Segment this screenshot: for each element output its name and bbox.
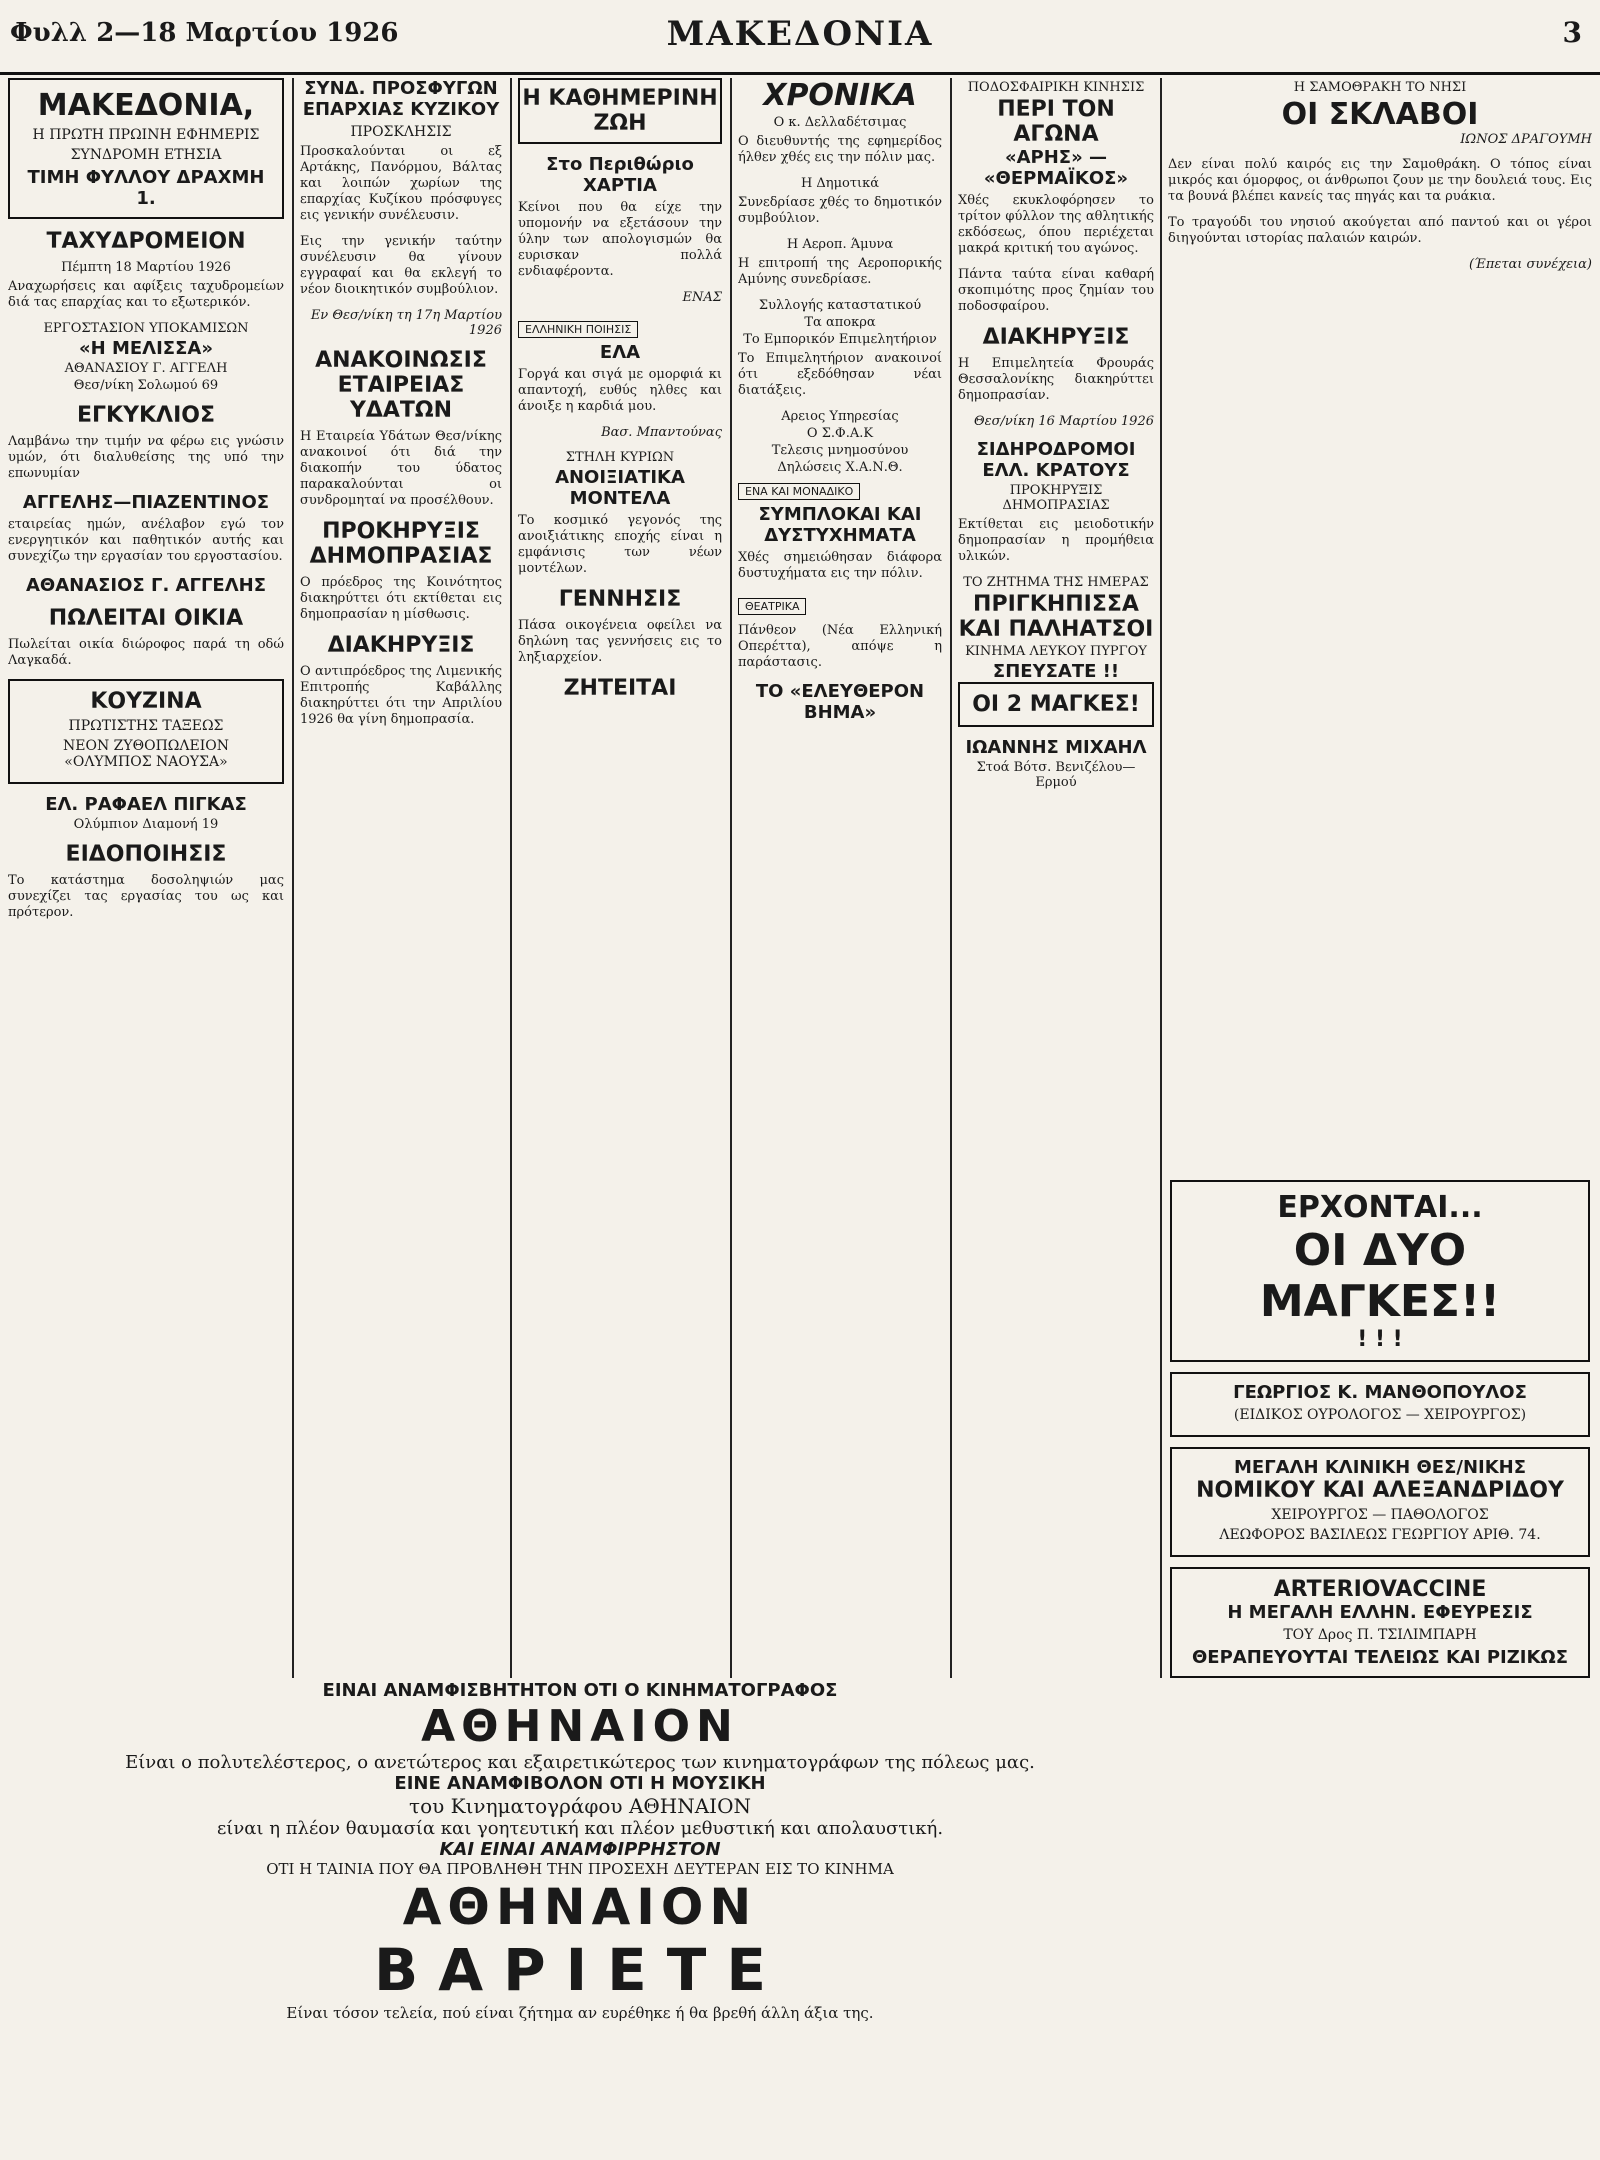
body-text: Ο αντιπρόεδρος της Λιμενικής Επιτροπής Καβάλλης διακηρύττει ότι την Απριλίου 1926 θα γίνη δημοπρασία. <box>300 664 502 727</box>
column-4 <box>738 78 942 1678</box>
clinic-names: ΝΟΜΙΚΟΥ ΚΑΙ ΑΛΕΞΑΝΔΡΙΔΟΥ <box>1196 1478 1564 1503</box>
poet: Βασ. Μπαντούνας <box>601 425 722 440</box>
circular-heading: ΕΓΚΥΚΛΙΟΣ <box>76 403 215 428</box>
issue-date: Φυλλ 2—18 Μαρτίου 1926 <box>10 18 399 48</box>
page-header <box>0 0 1600 75</box>
chronicle-item: Συλλογής καταστατικού <box>758 298 922 313</box>
signature: ΕΝΑΣ <box>682 290 722 305</box>
declaration-heading: ΔΙΑΚΗΡΥΞΙΣ <box>327 633 475 658</box>
issue-price: ΤΙΜΗ ΦΥΛΛΟΥ ΔΡΑΧΜΗ 1. <box>27 167 265 209</box>
sale-heading: ΠΩΛΕΙΤΑΙ ΟΙΚΙΑ <box>48 606 244 631</box>
body-text: Χθές εκυκλοφόρησεν το τρίτον φύλλον της αθλητικής εκδόσεως, όπου περιέχεται μακρά κριτική του αγώνος. <box>958 193 1154 256</box>
column-1 <box>8 78 284 1678</box>
kitchen-ad <box>8 679 284 784</box>
chronicle-item: Ο Σ.Φ.Α.Κ <box>806 426 874 441</box>
coming-line: ΕΡΧΟΝΤΑΙ... <box>1277 1190 1483 1225</box>
chronicle-item: Η Δημοτικά <box>800 176 880 191</box>
masthead: ΜΑΚΕΔΟΝΙΑ <box>666 14 934 54</box>
chronicle-item: Τα αποκρα <box>804 315 876 330</box>
cinema-name: ΑΘΗΝΑΙΟΝ <box>402 1878 758 1936</box>
ad-line: Είναι τόσον τελεία, πού είναι ζήτημα αν ευρέθηκε ή θα βρεθή άλλη άξια της. <box>286 2004 874 2022</box>
theatre-tag: ΘΕΑΤΡΙΚΑ <box>738 598 806 615</box>
body-text: Το κοσμικό γεγονός της ανοιξιάτικης εποχής είναι η εμφάνισις των νέων μοντέλων. <box>518 513 722 576</box>
body-text: Αναχωρήσεις και αφίξεις ταχυδρομείων διά τας επαρχίας και το εξωτερικόν. <box>8 279 284 310</box>
chronicle-item: Η Αεροπ. Άμυνα <box>786 237 894 252</box>
kitchen-place: ΝΕΟΝ ΖΥΘΟΠΩΛΕΙΟΝ «ΟΛΥΜΠΟΣ ΝΑΟΥΣΑ» <box>63 738 229 770</box>
clinic-heading: ΜΕΓΑΛΗ ΚΛΙΝΙΚΗ ΘΕΣ/ΝΙΚΗΣ <box>1233 1457 1527 1478</box>
serial-title: ΟΙ ΣΚΛΑΒΟΙ <box>1281 97 1479 132</box>
poetry-tag: ΕΛΛΗΝΙΚΗ ΠΟΙΗΣΙΣ <box>518 321 638 338</box>
body-text: εταιρείας ημών, ανέλαβον εγώ τον ενεργητικόν και παθητικόν αυτής και συνεχίζω την εργασίαν του εργοστασίου. <box>8 517 284 564</box>
ad-line: ΟΤΙ Η ΤΑΙΝΙΑ ΠΟΥ ΘΑ ΠΡΟΒΛΗΘΗ ΤΗΝ ΠΡΟΣΕΧΗ ΔΕΥΤΕΡΑΝ ΕΙΣ ΤΟ ΚΙΝΗΜΑ <box>266 1860 894 1878</box>
ad-line: είναι η πλέον θαυμασία και γοητευτική και πλέον μεθυστική και απολαυστική. <box>216 1818 944 1839</box>
two-line: ΟΙ ΔΥΟ ΜΑΓΚΕΣ!! <box>1259 1225 1501 1327</box>
body-text: Πάνθεον (Νέα Ελληνική Οπερέττα), απόψε η παράστασις. <box>738 623 942 670</box>
subscription-label: ΣΥΝΔΡΟΜΗ ΕΤΗΣΙΑ <box>70 147 222 163</box>
notices-heading: ΕΙΔΟΠΟΙΗΣΙΣ <box>65 842 227 867</box>
movie-ad <box>1170 1180 1590 1362</box>
column-rule <box>950 78 952 1678</box>
pigkas-name: ΕΛ. ΡΑΦΑΕΛ ΠΙΓΚΑΣ <box>45 794 247 815</box>
vaccine-ad <box>1170 1567 1590 1678</box>
ad-line: ΚΑΙ ΕΙΝΑΙ ΑΝΑΜΦΙΡΡΗΣΤΟΝ <box>439 1839 721 1860</box>
hurry-line: ΣΠΕΥΣΑΤΕ !! <box>992 661 1120 682</box>
body-text: Το τραγούδι του νησιού ακούγεται από παντού και οι γέροι διηγούνται ιστορίας παλαιών καιρών. <box>1168 215 1592 246</box>
chronicle-title: ΧΡΟΝΙΚΑ <box>763 78 917 113</box>
body-text: Πάντα ταύτα είναι καθαρή σκοπιμότης προς ζημίαν του ποδοσφαίρου. <box>958 267 1154 314</box>
masthead-title: ΜΑΚΕΔΟΝΙΑ, <box>37 88 255 123</box>
marks-line: ! ! ! <box>1357 1327 1403 1352</box>
match-heading: ΠΕΡΙ ΤΟΝ ΑΓΩΝΑ <box>997 97 1115 147</box>
vaccine-name: ARTERIOVACCINE <box>1273 1577 1487 1602</box>
body-text: Προσκαλούνται οι εξ Αρτάκης, Πανόρμου, Βάλτας και λοιπών χωρίων της επαρχίας Κυζίκου πρόσφυγες εις γενικήν συνέλευσιν. <box>300 144 502 223</box>
body-text: Η επιτροπή της Αεροπορικής Αμύνης συνεδρίασε. <box>738 256 942 287</box>
body-text: Ο διευθυντής της εφημερίδος ήλθεν χθές εις την πόλιν μας. <box>738 134 942 165</box>
rail-subheading: ΠΡΟΚΗΡΥΞΙΣ ΔΗΜΟΠΡΑΣΙΑΣ <box>1002 483 1110 513</box>
doctor-ad <box>1170 1372 1590 1437</box>
carnival-title: ΠΡΙΓΚΗΠΙΣΣΑ ΚΑΙ ΠΑΛΗΑΤΣΟΙ <box>958 592 1154 642</box>
ad-line: ΕΙΝΑΙ ΑΝΑΜΦΙΣΒΗΤΗΤΟΝ ΟΤΙ Ο ΚΙΝΗΜΑΤΟΓΡΑΦΟΣ <box>322 1680 838 1701</box>
shop-name: ΙΩΑΝΝΗΣ ΜΙΧΑΗΛ <box>965 737 1147 758</box>
births-heading: ΓΕΝΝΗΣΙΣ <box>558 587 682 612</box>
post-date: Πέμπτη 18 Μαρτίου 1926 <box>61 260 231 275</box>
body-text: Το Επιμελητήριον ανακοινοί ότι εξεδόθησαν νέαι διατάξεις. <box>738 351 942 398</box>
ad-line: Είναι ο πολυτελέστερος, ο ανετώτερος και εξαιρετικώτερος των κινηματογράφων της πόλεως μας. <box>125 1752 1035 1773</box>
dateline: Θεσ/νίκη 16 Μαρτίου 1926 <box>974 414 1154 429</box>
declaration-heading: ΔΙΑΚΗΡΥΞΙΣ <box>982 325 1130 350</box>
ladies-subtitle: ΑΝΟΙΞΙΑΤΙΚΑ ΜΟΝΤΕΛΑ <box>555 467 685 509</box>
masthead-subtitle: Η ΠΡΩΤΗ ΠΡΩΙΝΗ ΕΦΗΜΕΡΙΣ <box>32 127 260 143</box>
ad-line: ΕΙΝΕ ΑΝΑΜΦΙΒΟΛΟΝ ΟΤΙ Η ΜΟΥΣΙΚΗ <box>394 1773 766 1794</box>
article-subtitle: ΠΡΟΣΚΛΗΣΙΣ <box>350 124 452 140</box>
clinic-specialty: ΧΕΙΡΟΥΡΓΟΣ — ΠΑΘΟΛΟΓΟΣ <box>1271 1507 1489 1523</box>
body-text: Πωλείται οικία διώροφος παρά τη οδώ Λαγκαδά. <box>8 637 284 668</box>
circular-firm: ΑΓΓΕΛΗΣ—ΠΙΑΖΕΝΤΙΝΟΣ <box>22 492 270 513</box>
continued: (Έπεται συνέχεια) <box>1469 257 1592 272</box>
chronicle-item: Τελεσις μνημοσύνου <box>771 443 909 458</box>
doctor-specialty: (ΕΙΔΙΚΟΣ ΟΥΡΟΛΟΓΟΣ — ΧΕΙΡΟΥΡΓΟΣ) <box>1233 1407 1527 1423</box>
body-text: Συνεδρίασε χθές το δημοτικόν συμβούλιον. <box>738 195 942 226</box>
story-tag: ΕΝΑ ΚΑΙ ΜΟΝΑΔΙΚΟ <box>738 483 860 500</box>
announce-heading: ΑΝΑΚΟΙΝΩΣΙΣ ΕΤΑΙΡΕΙΑΣ ΥΔΑΤΩΝ <box>315 348 487 423</box>
chronicle-item: Αρειος Υπηρεσίας <box>781 409 899 424</box>
column-2 <box>300 78 502 1678</box>
section-banner: Η ΚΑΘΗΜΕΡΙΝΗ ΖΩΗ <box>518 78 722 144</box>
body-text: Λαμβάνω την τιμήν να φέρω εις γνώσιν υμών, ότι διαλυθείσης της υπό την επωνυμίαν <box>8 434 284 481</box>
column-rule <box>1160 78 1162 1678</box>
post-heading: ΤΑΧΥΔΡΟΜΕΙΟΝ <box>46 229 246 254</box>
ads-column <box>1170 1180 1590 2150</box>
match-teams: «ΑΡΗΣ» — «ΘΕΡΜΑΪΚΟΣ» <box>983 147 1129 189</box>
ad-line: του Κινηματογράφου ΑΘΗΝΑΙΟΝ <box>409 1794 751 1818</box>
column-3 <box>518 78 722 1678</box>
pigkas-address: Ολύμπιον Διαμονή 19 <box>73 817 219 832</box>
auction-heading: ΠΡΟΚΗΡΥΞΙΣ ΔΗΜΟΠΡΑΣΙΑΣ <box>309 519 493 569</box>
clinic-ad <box>1170 1447 1590 1557</box>
ladies-column: ΣΤΗΛΗ ΚΥΡΙΩΝ <box>565 450 675 465</box>
poem-title: ΕΛΑ <box>599 342 641 363</box>
chronicle-item: Το Εμπορικόν Επιμελητήριον <box>743 332 937 347</box>
movie-box: ΟΙ 2 ΜΑΓΚΕΣ! <box>958 682 1154 727</box>
wanted-heading: ΖΗΤΕΙΤΑΙ <box>563 676 677 701</box>
body-text: Πάσα οικογένεια οφείλει να δηλώνη τας γεννήσεις εις το ληξιαρχείον. <box>518 618 722 665</box>
column-5 <box>958 78 1154 1678</box>
daily-heading: ΤΟ «ΕΛΕΥΘΕΡΟΝ ΒΗΜΑ» <box>755 681 925 723</box>
owner-name: ΑΘΑΝΑΣΙΟΣ Γ. ΑΓΓΕΛΗΣ <box>25 575 267 596</box>
workshop-label: ΕΡΓΟΣΤΑΣΙΟΝ ΥΠΟΚΑΜΙΣΩΝ <box>43 321 249 336</box>
workshop-name: «Η ΜΕΛΙΣΣΑ» <box>79 338 213 359</box>
body-text: Η Επιμελητεία Φρουράς Θεσσαλονίκης διακηρύττει δημοπρασίαν. <box>958 356 1154 403</box>
body-text: Γοργά και σιγά με ομορφιά κι απαντοχή, ευθύς ηλθες και άνοιξε η καρδιά μου. <box>518 367 722 414</box>
shop-address: Στοά Βότσ. Βενιζέλου—Ερμού <box>976 760 1136 790</box>
page-number: 3 <box>1562 16 1582 49</box>
issue-heading: ΤΟ ΖΗΤΗΜΑ ΤΗΣ ΗΜΕΡΑΣ <box>963 575 1149 590</box>
serial-author: ΙΩΝΟΣ ΔΡΑΓΟΥΜΗ <box>1460 132 1592 147</box>
cinema-name: ΚΙΝΗΜΑ ΛΕΥΚΟΥ ΠΥΡΓΟΥ <box>965 644 1147 659</box>
body-text: Κείνοι που θα είχε την υπομονήν να εξετάσουν την ύλην των απολογισμών θα ευρισκαν πολλά ενδιαφέροντα. <box>518 200 722 279</box>
section-heading: Στο Περιθώριο <box>546 154 694 175</box>
body-text: Η Εταιρεία Υδάτων Θεσ/νίκης ανακοινοί ότι διά την διακοπήν του ύδατος παρακαλούνται οι συνδρομηταί να προσέλθουν. <box>300 429 502 508</box>
serial-tag: Η ΣΑΜΟΘΡΑΚΗ ΤΟ ΝΗΣΙ <box>1293 80 1467 95</box>
body-text: Εις την γενικήν ταύτην συνέλευσιν θα γίνουν εγγραφαί και θα εκλεγή το νέον διοικητικόν συμβούλιον. <box>300 234 502 297</box>
subsection-heading: ΧΑΡΤΙΑ <box>583 175 657 196</box>
signature: Εν Θεσ/νίκη τη 17η Μαρτίου 1926 <box>310 308 502 338</box>
kitchen-title: ΚΟΥΖΙΝΑ <box>90 689 202 714</box>
masthead-box <box>8 78 284 219</box>
cinema-ad <box>0 1680 1160 2150</box>
workshop-address: Θεσ/νίκη Σολωμού 69 <box>73 378 219 393</box>
column-6 <box>1168 78 1592 1168</box>
body-text: Εκτίθεται εις μειοδοτικήν δημοπρασίαν η προμήθεια υλικών. <box>958 517 1154 564</box>
kitchen-subtitle: ΠΡΩΤΙΣΤΗΣ ΤΑΞΕΩΣ <box>68 718 224 734</box>
body-text: Ο πρόεδρος της Κοινότητος διακηρύττει ότι εκτίθεται εις δημοπρασίαν η μίσθωσις. <box>300 575 502 622</box>
column-rule <box>292 78 294 1678</box>
article-title: ΣΥΝΔ. ΠΡΟΣΦΥΓΩΝ ΕΠΑΡΧΙΑΣ ΚΥΖΙΚΟΥ <box>302 78 500 120</box>
doctor-name: ΓΕΩΡΓΙΟΣ Κ. ΜΑΝΘΟΠΟΥΛΟΣ <box>1233 1382 1527 1403</box>
vaccine-subtitle: Η ΜΕΓΑΛΗ ΕΛΛΗΝ. ΕΦΕΥΡΕΣΙΣ <box>1227 1602 1533 1623</box>
chronicle-item: Δηλώσεις Χ.Α.Ν.Θ. <box>777 460 903 475</box>
story-heading: ΣΥΜΠΛΟΚΑΙ ΚΑΙ ΔΥΣΤΥΧΗΜΑΤΑ <box>758 504 922 546</box>
variety-title: ΒΑΡΙΕΤΕ <box>374 1936 786 2004</box>
vaccine-cure: ΘΕΡΑΠΕΥΟΥΤΑΙ ΤΕΛΕΙΩΣ ΚΑΙ ΡΙΖΙΚΩΣ <box>1191 1647 1568 1668</box>
body-text: Χθές σημειώθησαν διάφορα δυστυχήματα εις την πόλιν. <box>738 550 942 581</box>
clinic-address: ΛΕΩΦΟΡΟΣ ΒΑΣΙΛΕΩΣ ΓΕΩΡΓΙΟΥ ΑΡΙΘ. 74. <box>1219 1527 1541 1543</box>
rail-heading: ΣΙΔΗΡΟΔΡΟΜΟΙ ΕΛΛ. ΚΡΑΤΟΥΣ <box>976 439 1136 481</box>
chronicle-items <box>738 115 942 475</box>
cinema-name: ΑΘΗΝΑΙΟΝ <box>421 1701 739 1752</box>
body-text: Δεν είναι πολύ καιρός εις την Σαμοθράκη. Ο τόπος είναι μικρός και όμορφος, οι άνθρωποι ζουν με την δουλειά τους. Εις τα βουνά βλέπει κανείς τας πηγάς και τα ρυάκια. <box>1168 157 1592 204</box>
workshop-owner: ΑΘΑΝΑΣΙΟΥ Γ. ΑΓΓΕΛΗ <box>64 361 228 376</box>
vaccine-doctor: ΤΟΥ Δρος Π. ΤΣΙΛΙΜΠΑΡΗ <box>1283 1627 1477 1643</box>
column-rule <box>730 78 732 1678</box>
sports-tag: ΠΟΔΟΣΦΑΙΡΙΚΗ ΚΙΝΗΣΙΣ <box>967 80 1145 95</box>
column-rule <box>510 78 512 1678</box>
chronicle-item: Ο κ. Δελλαδέτσιμας <box>773 115 907 130</box>
body-text: Το κατάστημα δοσοληψιών μας συνεχίζει τας εργασίας του ως και πρότερον. <box>8 873 284 920</box>
